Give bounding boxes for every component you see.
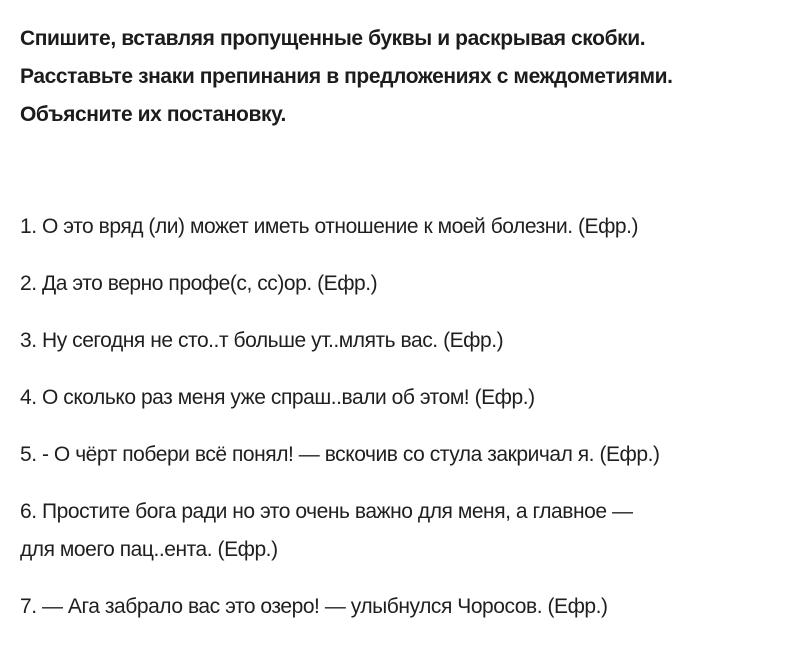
- exercise-item-3: [20, 322, 796, 360]
- exercise-text: 7. — Ага забрало вас это озеро! — улыбнулся Чоросов. (Ефр.): [20, 595, 608, 618]
- exercise-text: 4. О сколько раз меня уже спраш..вали об этом! (Ефр.): [20, 386, 535, 409]
- exercise-item-1: [20, 208, 796, 246]
- task-instructions: [20, 20, 790, 134]
- instruction-line: Расставьте знаки препинания в предложениях с междометиями.: [20, 65, 673, 88]
- instruction-line: Объясните их постановку.: [20, 103, 286, 126]
- exercise-text: 1. О это вряд (ли) может иметь отношение к моей болезни. (Ефр.): [20, 215, 639, 238]
- exercise-item-7: [20, 588, 796, 626]
- instruction-line: Спишите, вставляя пропущенные буквы и раскрывая скобки.: [20, 27, 646, 50]
- exercise-item-2: [20, 265, 796, 303]
- exercise-text-continued: для моего пац..ента. (Ефр.): [20, 538, 278, 561]
- exercise-text: 5. - О чёрт побери всё понял! — вскочив со стула закричал я. (Ефр.): [20, 443, 660, 466]
- exercise-list: [20, 208, 796, 645]
- exercise-item-4: [20, 379, 796, 417]
- exercise-item-6: [20, 493, 796, 569]
- exercise-text: 3. Ну сегодня не сто..т больше ут..млять вас. (Ефр.): [20, 329, 504, 352]
- exercise-text: 6. Простите бога ради но это очень важно для меня, а главное —: [20, 500, 633, 523]
- exercise-item-5: [20, 436, 796, 474]
- exercise-text: 2. Да это верно профе(с, сс)ор. (Ефр.): [20, 272, 378, 295]
